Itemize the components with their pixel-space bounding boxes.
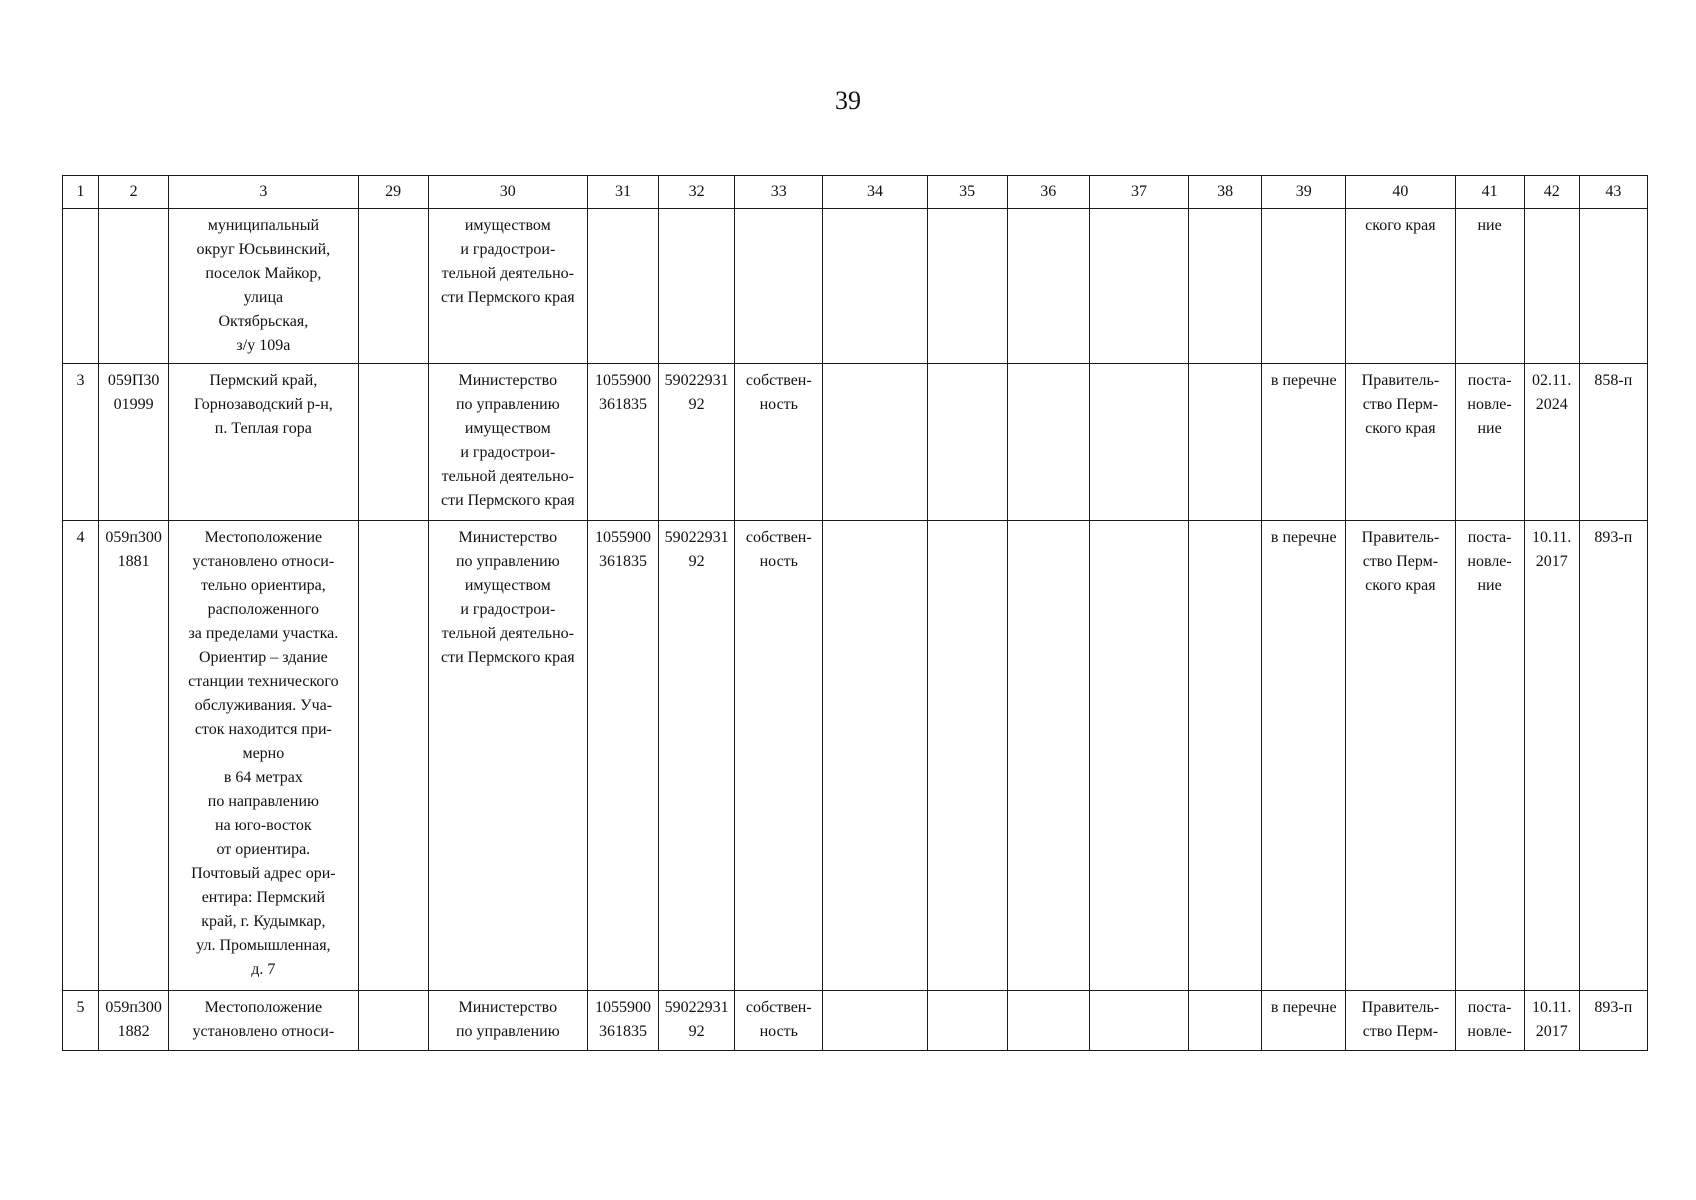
cell-col34	[823, 991, 927, 1051]
cell-number: 3	[63, 364, 99, 521]
cell-document-number	[1579, 209, 1647, 364]
cell-list-status: в перечне	[1262, 991, 1346, 1051]
cell-line: Пермский край,	[209, 372, 318, 389]
cell-line: новле-	[1467, 396, 1512, 413]
cell-line: 361835	[599, 1023, 648, 1040]
cell-address	[169, 364, 358, 521]
cell-address	[169, 991, 358, 1051]
cell-col35	[927, 521, 1007, 991]
cell-list-status: в перечне	[1262, 364, 1346, 521]
cell-right-type	[735, 364, 823, 521]
column-header: 32	[659, 176, 735, 209]
cell-line: з/у 109а	[236, 337, 291, 354]
cell-line: край, г. Кудымкар,	[201, 913, 326, 930]
cell-col35	[927, 991, 1007, 1051]
cell-line: тельной деятельно-	[441, 265, 574, 282]
cell-registry-number	[99, 364, 169, 521]
cell-line: ние	[1477, 577, 1502, 594]
cell-col37	[1089, 521, 1188, 991]
cell-line: Октябрьская,	[218, 313, 309, 330]
cell-line: тельной деятельно-	[441, 468, 574, 485]
cell-line: ул. Промышленная,	[196, 937, 331, 954]
cell-line: 10.11.	[1531, 999, 1572, 1016]
cell-registry-number	[99, 521, 169, 991]
cell-document-date	[1524, 209, 1579, 364]
page-number: 39	[835, 86, 861, 115]
column-header: 34	[823, 176, 927, 209]
cell-line: Правитель-	[1361, 529, 1440, 546]
cell-list-status: в перечне	[1262, 521, 1346, 991]
cell-line: собствен-	[745, 999, 812, 1016]
cell-line: Правитель-	[1361, 372, 1440, 389]
cell-address	[169, 521, 358, 991]
column-header: 37	[1089, 176, 1188, 209]
cell-line: ство Перм-	[1362, 1023, 1439, 1040]
cell-line: 10.11.	[1531, 529, 1572, 546]
cell-col38	[1189, 209, 1262, 364]
column-header: 41	[1455, 176, 1524, 209]
cell-col37	[1089, 991, 1188, 1051]
cell-col35	[927, 364, 1007, 521]
cell-line: по управлению	[455, 553, 560, 570]
cell-right-type	[735, 209, 823, 364]
cell-col36	[1007, 364, 1089, 521]
cell-line: 059П30	[107, 372, 160, 389]
cell-col36	[1007, 521, 1089, 991]
cell-col29	[358, 991, 428, 1051]
cell-line: новле-	[1467, 1023, 1512, 1040]
cell-line: тельной деятельно-	[441, 625, 574, 642]
column-header: 40	[1346, 176, 1455, 209]
cell-line: округ Юсьвинский,	[196, 241, 331, 258]
cell-line: улица	[243, 289, 284, 306]
cell-list-status	[1262, 209, 1346, 364]
cell-line: поселок Майкор,	[205, 265, 322, 282]
cell-number	[63, 209, 99, 364]
cell-line: и градострои-	[460, 241, 556, 258]
cell-line: 59022931	[664, 999, 729, 1016]
cell-line: в 64 метрах	[223, 769, 303, 786]
cell-line: Местоположение	[204, 999, 323, 1016]
table-row	[63, 521, 1648, 991]
cell-line: мерно	[242, 745, 285, 762]
cell-inn	[659, 364, 735, 521]
cell-line: Министерство	[458, 372, 558, 389]
cell-line: 361835	[599, 396, 648, 413]
cell-line: 02.11.	[1531, 372, 1572, 389]
column-header: 29	[358, 176, 428, 209]
column-header: 2	[99, 176, 169, 209]
cell-line: ского края	[1365, 420, 1436, 437]
table-row	[63, 209, 1648, 364]
cell-line: 361835	[599, 553, 648, 570]
cell-document-number: 893-п	[1579, 521, 1647, 991]
cell-col36	[1007, 991, 1089, 1051]
cell-line: 2024	[1535, 396, 1568, 413]
cell-line: 92	[688, 396, 705, 413]
cell-ogrn	[587, 364, 658, 521]
cell-line: Ориентир – здание	[198, 649, 328, 666]
cell-line: ского края	[1365, 577, 1436, 594]
cell-line: 2017	[1535, 553, 1568, 570]
cell-col36	[1007, 209, 1089, 364]
cell-line: обслуживания. Уча-	[194, 697, 333, 714]
cell-col38	[1189, 521, 1262, 991]
column-header: 30	[428, 176, 587, 209]
cell-line: 1055900	[595, 372, 652, 389]
cell-col29	[358, 521, 428, 991]
cell-inn	[659, 991, 735, 1051]
cell-document-number: 858-п	[1579, 364, 1647, 521]
cell-col34	[823, 521, 927, 991]
column-header: 35	[927, 176, 1007, 209]
cell-number: 5	[63, 991, 99, 1051]
cell-col29	[358, 209, 428, 364]
cell-document-date	[1524, 991, 1579, 1051]
cell-line: Местоположение	[204, 529, 323, 546]
column-header: 33	[735, 176, 823, 209]
cell-document-date	[1524, 364, 1579, 521]
table-row	[63, 991, 1648, 1051]
cell-decision-body	[1346, 521, 1455, 991]
cell-line: 1055900	[595, 529, 652, 546]
register-table	[62, 175, 1648, 1051]
cell-line: установлено относи-	[192, 553, 335, 570]
cell-owner-authority	[428, 364, 587, 521]
cell-line: собствен-	[745, 529, 812, 546]
column-header: 36	[1007, 176, 1089, 209]
cell-line: п. Теплая гора	[214, 420, 312, 437]
cell-line: ние	[1477, 420, 1502, 437]
cell-line: 92	[688, 1023, 705, 1040]
column-header: 39	[1262, 176, 1346, 209]
cell-inn	[659, 209, 735, 364]
cell-line: Горнозаводский р-н,	[193, 396, 333, 413]
cell-line: собствен-	[745, 372, 812, 389]
column-header: 38	[1189, 176, 1262, 209]
cell-col35	[927, 209, 1007, 364]
cell-line: д. 7	[251, 961, 276, 978]
cell-line: поста-	[1467, 372, 1512, 389]
cell-line: имуществом	[464, 577, 551, 594]
cell-right-type	[735, 991, 823, 1051]
cell-col37	[1089, 209, 1188, 364]
cell-line: по направлению	[207, 793, 319, 810]
cell-line: 1882	[117, 1023, 150, 1040]
cell-line: ность	[759, 396, 798, 413]
cell-line: ского края	[1365, 217, 1436, 234]
cell-document-type	[1455, 521, 1524, 991]
cell-line: 59022931	[664, 372, 729, 389]
cell-line: за пределами участка.	[188, 625, 339, 642]
header-row	[63, 176, 1648, 209]
column-header: 43	[1579, 176, 1647, 209]
cell-col34	[823, 364, 927, 521]
cell-right-type	[735, 521, 823, 991]
cell-line: сток находится при-	[194, 721, 332, 738]
cell-line: тельно ориентира,	[200, 577, 326, 594]
cell-decision-body	[1346, 991, 1455, 1051]
cell-line: ние	[1477, 217, 1502, 234]
cell-col38	[1189, 364, 1262, 521]
column-header: 31	[587, 176, 658, 209]
cell-line: 1055900	[595, 999, 652, 1016]
cell-ogrn	[587, 521, 658, 991]
cell-registry-number	[99, 209, 169, 364]
cell-line: 1881	[117, 553, 150, 570]
cell-line: ентира: Пермский	[201, 889, 326, 906]
cell-owner-authority	[428, 991, 587, 1051]
column-header: 3	[169, 176, 358, 209]
cell-line: сти Пермского края	[440, 649, 575, 666]
cell-address	[169, 209, 358, 364]
cell-registry-number	[99, 991, 169, 1051]
cell-owner-authority	[428, 209, 587, 364]
cell-line: расположенного	[207, 601, 320, 618]
column-header: 1	[63, 176, 99, 209]
cell-line: установлено относи-	[192, 1023, 335, 1040]
cell-line: поста-	[1467, 529, 1512, 546]
column-header: 42	[1524, 176, 1579, 209]
cell-inn	[659, 521, 735, 991]
cell-line: ство Перм-	[1362, 553, 1439, 570]
cell-col38	[1189, 991, 1262, 1051]
cell-col34	[823, 209, 927, 364]
cell-line: имуществом	[464, 217, 551, 234]
cell-line: ство Перм-	[1362, 396, 1439, 413]
table-row	[63, 364, 1648, 521]
cell-col29	[358, 364, 428, 521]
cell-line: Правитель-	[1361, 999, 1440, 1016]
cell-line: имуществом	[464, 420, 551, 437]
cell-line: сти Пермского края	[440, 492, 575, 509]
cell-line: Министерство	[458, 999, 558, 1016]
cell-line: 92	[688, 553, 705, 570]
cell-line: муниципальный	[207, 217, 320, 234]
cell-line: 059п300	[105, 529, 162, 546]
cell-number: 4	[63, 521, 99, 991]
cell-line: станции технического	[188, 673, 339, 690]
cell-document-number: 893-п	[1579, 991, 1647, 1051]
cell-line: Почтовый адрес ори-	[191, 865, 336, 882]
cell-line: поста-	[1467, 999, 1512, 1016]
cell-line: Министерство	[458, 529, 558, 546]
cell-document-type	[1455, 991, 1524, 1051]
cell-line: 059п300	[105, 999, 162, 1016]
cell-document-date	[1524, 521, 1579, 991]
cell-line: и градострои-	[460, 601, 556, 618]
cell-line: новле-	[1467, 553, 1512, 570]
cell-line: 59022931	[664, 529, 729, 546]
cell-ogrn	[587, 209, 658, 364]
cell-line: по управлению	[455, 1023, 560, 1040]
cell-line: по управлению	[455, 396, 560, 413]
cell-line: ность	[759, 1023, 798, 1040]
cell-document-type	[1455, 364, 1524, 521]
cell-col37	[1089, 364, 1188, 521]
cell-line: сти Пермского края	[440, 289, 575, 306]
cell-line: 2017	[1535, 1023, 1568, 1040]
cell-owner-authority	[428, 521, 587, 991]
cell-line: от ориентира.	[216, 841, 311, 858]
cell-line: и градострои-	[460, 444, 556, 461]
cell-document-type	[1455, 209, 1524, 364]
cell-line: на юго-восток	[215, 817, 312, 834]
cell-ogrn	[587, 991, 658, 1051]
cell-line: ность	[759, 553, 798, 570]
cell-decision-body	[1346, 364, 1455, 521]
cell-line: 01999	[113, 396, 154, 413]
cell-decision-body	[1346, 209, 1455, 364]
